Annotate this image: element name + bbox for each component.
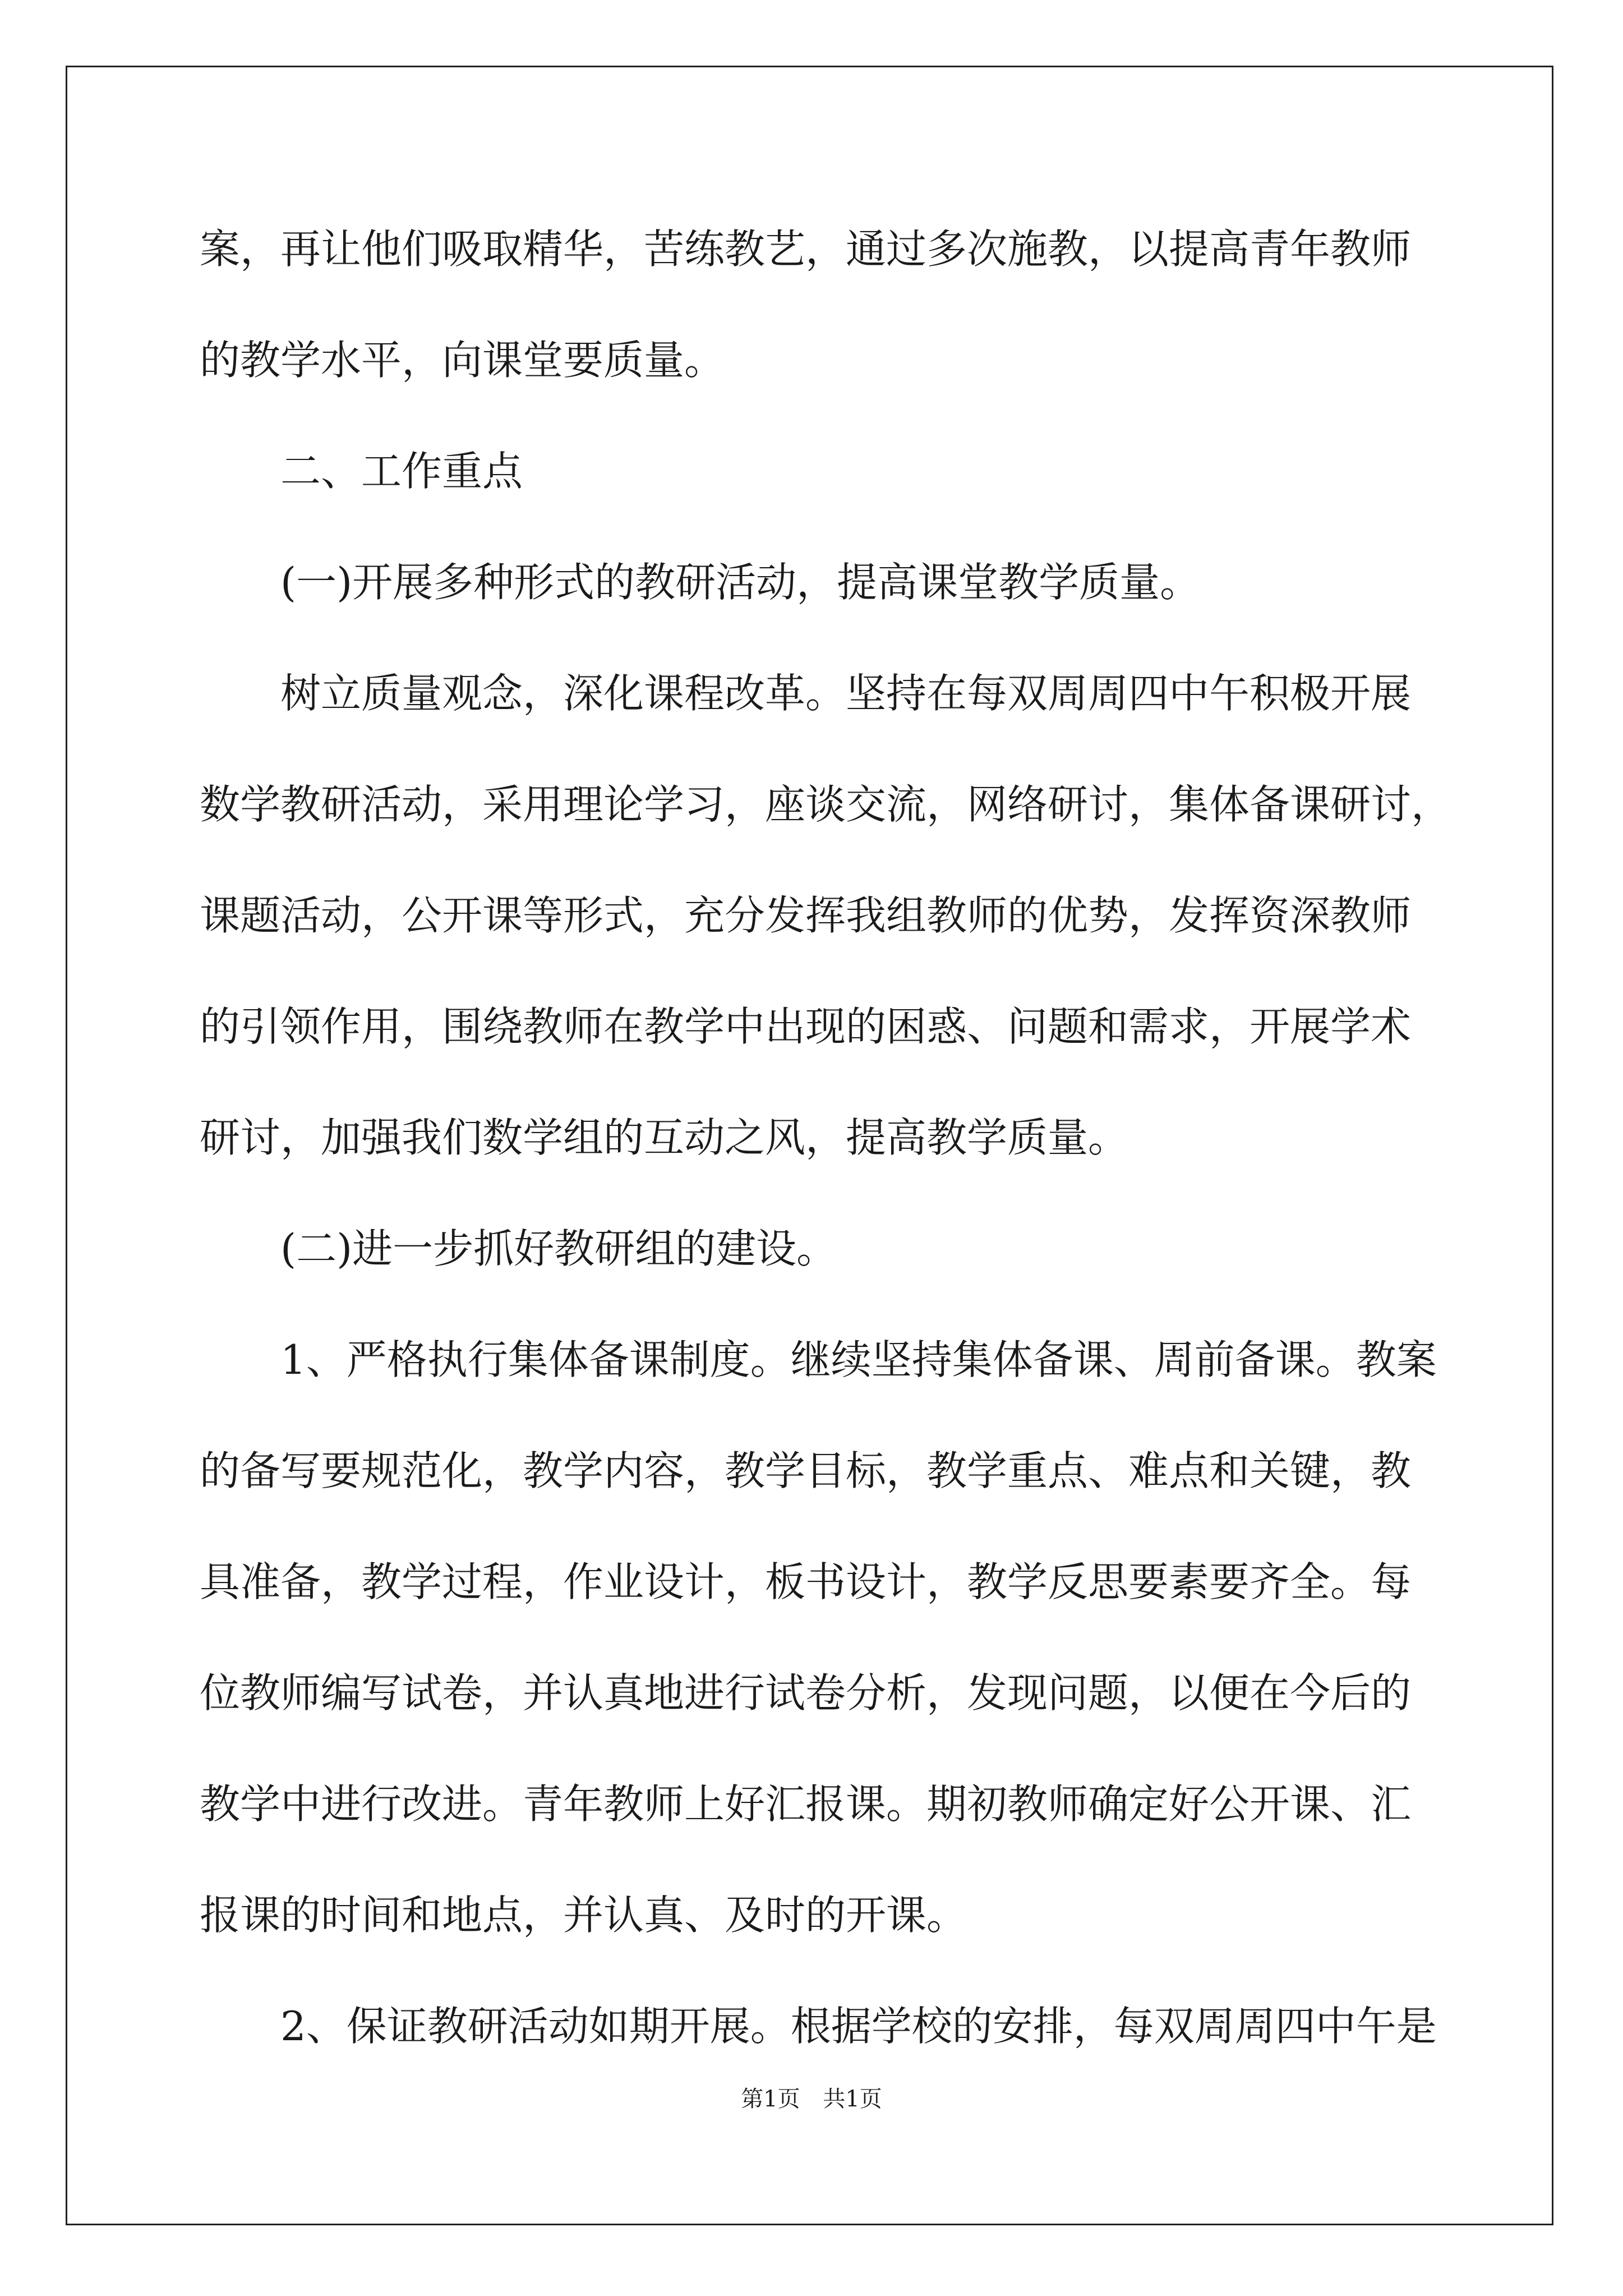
paragraph-line: 1、严格执行集体备课制度。继续坚持集体备课、周前备课。教案: [280, 1336, 1437, 1383]
paragraph-line: 位教师编写试卷，并认真地进行试卷分析，发现问题，以便在今后的: [200, 1669, 1412, 1717]
page-number: 第1页: [741, 2086, 800, 2112]
paragraph-line: 具准备，教学过程，作业设计，板书设计，教学反思要素要齐全。每: [200, 1558, 1412, 1605]
paragraph-line: 的引领作用，围绕教师在教学中出现的困惑、问题和需求，开展学术: [200, 1003, 1412, 1050]
subsection-heading: (一)开展多种形式的教研活动，提高课堂教学质量。: [280, 559, 1201, 606]
paragraph-line: 数学教研活动，采用理论学习，座谈交流，网络研讨，集体备课研讨，: [200, 781, 1452, 828]
paragraph-line: 案，再让他们吸取精华，苦练教艺，通过多次施教，以提高青年教师: [200, 226, 1412, 273]
page-total: 共1页: [823, 2086, 882, 2112]
paragraph-line: 课题活动，公开课等形式，充分发挥我组教师的优势，发挥资深教师: [200, 892, 1412, 939]
paragraph-line: 报课的时间和地点，并认真、及时的开课。: [200, 1892, 967, 1939]
paragraph-line: 的备写要规范化，教学内容，教学目标，教学重点、难点和关键，教: [200, 1447, 1412, 1494]
paragraph-line: 的教学水平，向课堂要质量。: [200, 337, 725, 384]
section-heading: 二、工作重点: [280, 448, 523, 495]
paragraph-line: 教学中进行改进。青年教师上好汇报课。期初教师确定好公开课、汇: [200, 1780, 1412, 1828]
subsection-heading: (二)进一步抓好教研组的建设。: [280, 1225, 837, 1272]
paragraph-line: 研讨，加强我们数学组的互动之风，提高教学质量。: [200, 1114, 1129, 1161]
page-footer: [0, 2088, 1623, 2110]
paragraph-line: 树立质量观念，深化课程改革。坚持在每双周周四中午积极开展: [280, 670, 1412, 717]
paragraph-line: 2、保证教研活动如期开展。根据学校的安排，每双周周四中午是: [280, 2003, 1437, 2050]
